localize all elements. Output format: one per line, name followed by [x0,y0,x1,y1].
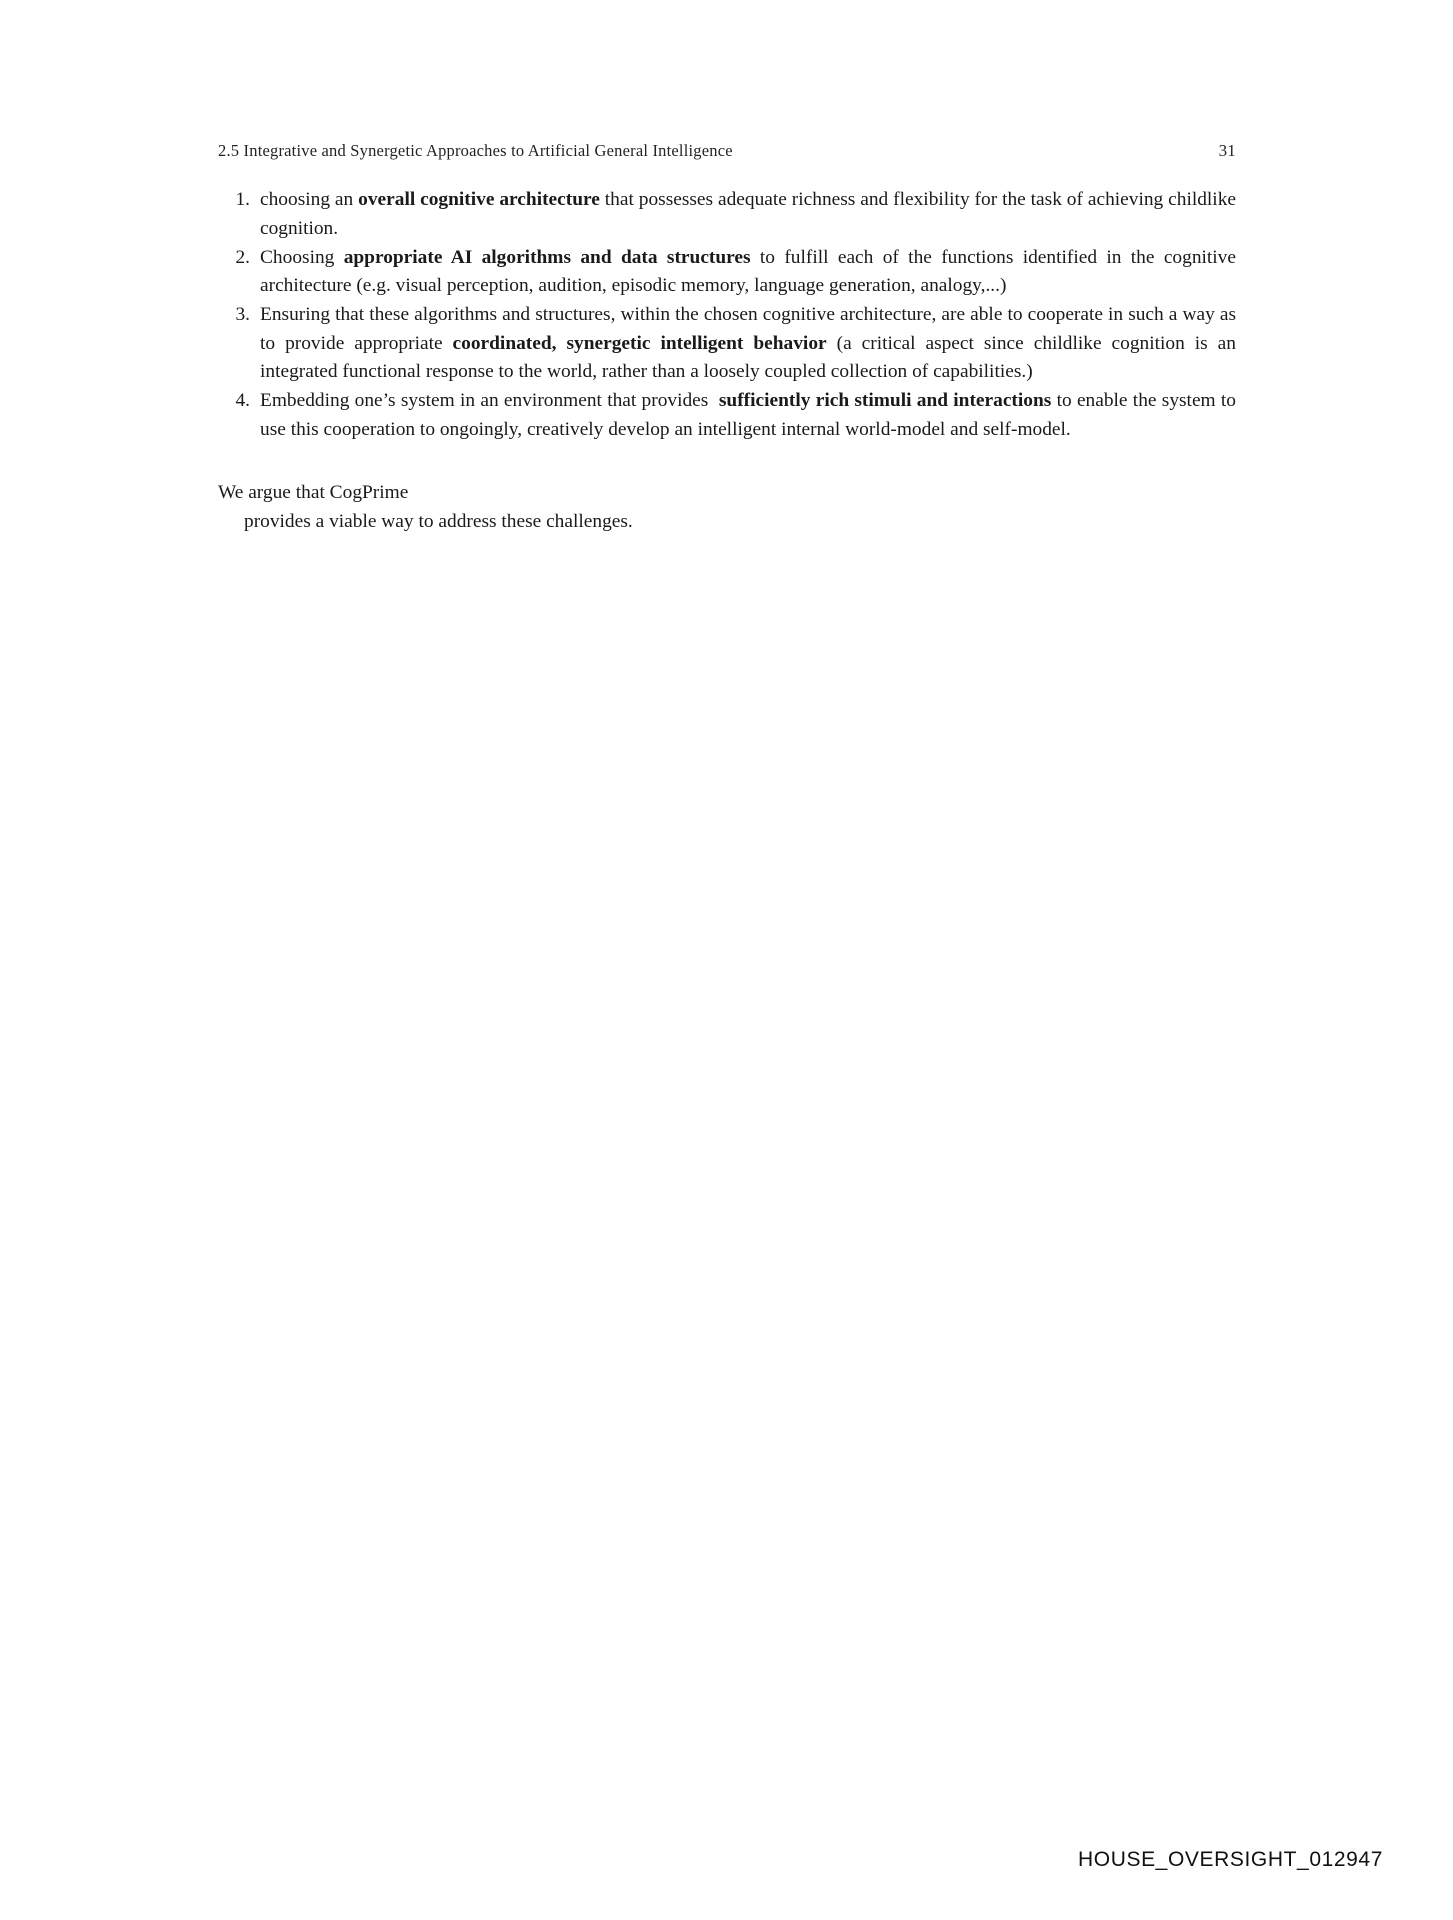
list-item [218,186,1236,243]
page-number: 31 [1218,141,1236,160]
running-head [218,141,1236,161]
list-item-marker: 2. [235,246,250,268]
list-item-text: Ensuring that these algorithms and structures, within the chosen cognitive architecture, are able to cooperate in such a way as to provide appropriate coordinated, synergetic intelligent behavior (a critical aspect since childlike cognition is an integrated functional response to the world, rather than a loosely coupled collection of capabilities.) [260,304,1236,383]
running-head-section-title: 2.5 Integrative and Synergetic Approaches to Artificial General Intelligence [218,141,733,160]
numbered-list [218,186,1236,445]
closing-line-1: We argue that CogPrime [218,482,409,503]
list-item-text: Embedding one’s system in an environment that provides sufficiently rich stimuli and interactions to enable the system to use this cooperation to ongoingly, creatively develop an intelligent internal world-model and self-model. [260,390,1236,440]
list-item-text: Choosing appropriate AI algorithms and data structures to fulfill each of the functions identified in the cognitive architecture (e.g. visual perception, audition, episodic memory, language generation, analogy,...) [260,246,1236,297]
list-item [218,244,1236,301]
closing-line-2: provides a viable way to address these challenges. [244,510,633,532]
bates-stamp: HOUSE_OVERSIGHT_012947 [1078,1848,1383,1871]
list-item-text: choosing an overall cognitive architecture that possesses adequate richness and flexibility for the task of achieving childlike cognition. [260,189,1237,239]
list-item-marker: 1. [235,189,250,210]
closing-paragraph [218,479,1236,536]
list-item [218,301,1236,387]
list-item-marker: 4. [235,390,250,412]
list-item-marker: 3. [235,304,250,326]
list-item [218,387,1236,444]
